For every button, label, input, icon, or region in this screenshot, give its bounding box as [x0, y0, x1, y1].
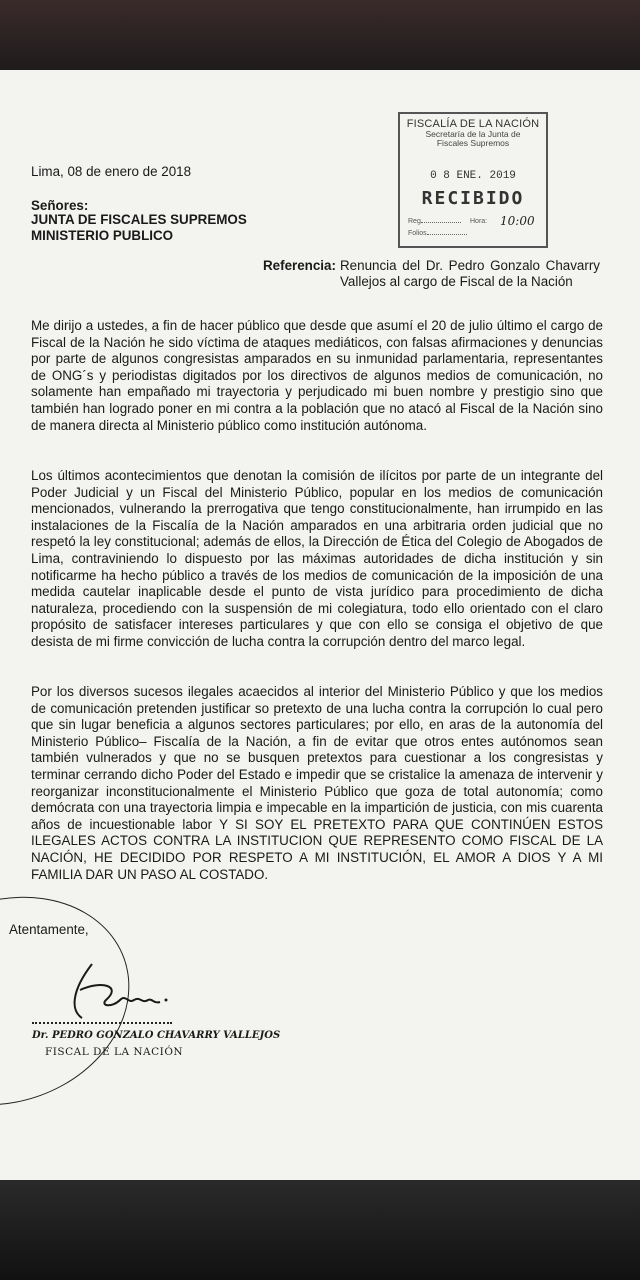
stamp-institution: FISCALÍA DE LA NACIÓN — [406, 118, 540, 130]
paragraph-2: Los últimos acontecimientos que denotan la comisión de ilícitos por parte de un integrante del Poder Judicial y un Fiscal del Ministerio Público, popular en los medios de comunicación mencionados, vulnerando la prerrogativa que tengo constitucionalmente, han irrumpido en las instalaciones de la Fiscalía de la Nación amparados en una arbitraria orden judicial que no respetó la ley constitucional; además de ellos, la Dirección de Ética del Colegio de Abogados de Lima, contraviniendo lo dispuesto por las máximas autoridades de dicha institución y sin notificarme ha hecho público a través de los medios de comunicación de la imposición de una medida cautelar inaplicable desde el punto de vista jurídico para procedimiento de dicha naturaleza, procediendo con la suspensión de mi colegiatura, todo ello orientado con el claro propósito de satisfacer intereses particulares y que con ello se consiga el objetivo de que desista de mi firme convicción de lucha contra la corrupción dentro del marco legal. — [31, 468, 603, 649]
stamp-date: 0 8 ENE. 2019 — [430, 170, 516, 182]
stamp-line-1: Secretaría de la Junta de — [425, 129, 521, 139]
stamp-folios-label: Folios — [408, 230, 427, 237]
closing: Atentamente, — [9, 922, 89, 937]
stamp-hora-handwritten: 10:00 — [500, 214, 535, 228]
reference-label: Referencia: — [263, 258, 336, 273]
signatory-title: FISCAL DE LA NACIÓN — [45, 1046, 184, 1058]
reference-text: Renuncia del Dr. Pedro Gonzalo Chavarry Vallejos al cargo de Fiscal de la Nación — [340, 258, 600, 290]
photo-background-top — [0, 0, 640, 70]
recipient-line-2: MINISTERIO PUBLICO — [31, 228, 174, 243]
letter-date: Lima, 08 de enero de 2018 — [31, 164, 192, 179]
paragraph-1: Me dirijo a ustedes, a fin de hacer público que desde que asumí el 20 de julio último el cargo de Fiscal de la Nación he sido víctima de ataques mediáticos, con falsas afirmaciones y denuncias por parte de algunos congresistas amparados en su inmunidad parlamentaria, representantes de ONG´s y periodistas digitados por los directivos de algunos medios de comunicación, no solamente han empañado mi trayectoria y perjudicado mi buen nombre y prestigio sino que también han logrado poner en mi contra a la población que no atacó al Fiscal de la Nación sino de manera directa al Ministerio público como institución autónoma. — [31, 318, 603, 433]
stamp-folios-dots — [427, 234, 467, 235]
stamp-reg-dots — [421, 222, 461, 223]
signatory-name: Dr. PEDRO GONZALO CHAVARRY VALLEJOS — [32, 1030, 281, 1041]
stamp-reg-label: Reg — [408, 218, 421, 225]
stamp-hora-label: Hora: — [470, 218, 488, 225]
stamp-reg-field — [408, 218, 461, 225]
paragraph-3: Por los diversos sucesos ilegales acaecidos al interior del Ministerio Público y que los medios de comunicación pretenden justificar so pretexto de una lucha contra la corrupción lo cual pero que sin lugar beneficia a algunos sectores particulares; por ello, en aras de la autonomía del Ministerio Público– Fiscalía de la Nación, a fin de evitar que otros entes autónomos sean también vulnerados y que no se busquen pretextos para cuestionar a los congresistas y terminar cerrando dicho Poder del Estado e impedir que se cristalice la amenaza de intervenir y reorganizar inconstitucionalmente el Ministerio Público que goza de total autonomía; como demócrata con una trayectoria limpia e impecable en la impartición de justicia, con mis cuarenta años de incuestionable labor Y SI SOY EL PRETEXTO PARA QUE CONTINÚEN ESTOS ILEGALES ACTOS CONTRA LA INSTITUCION QUE REPRESENTO COMO FISCAL DE LA NACIÓN, HE DECIDIDO POR RESPETO A MI INSTITUCIÓN, EL AMOR A DIOS Y A MI FAMILIA DAR UN PASO AL COSTADO. — [31, 684, 603, 882]
received-stamp — [398, 112, 548, 248]
stamp-hora-field — [470, 218, 487, 225]
photo-background-bottom — [0, 1180, 640, 1280]
stamp-line-2: Fiscales Supremos — [436, 138, 510, 148]
signature-dotted-line — [32, 1022, 172, 1024]
handwritten-signature — [62, 960, 172, 1022]
recipient-greeting: Señores: — [31, 198, 89, 213]
recipient-line-1: JUNTA DE FISCALES SUPREMOS — [31, 212, 247, 227]
stamp-folios-field — [408, 230, 467, 237]
letter-page — [0, 70, 640, 1185]
stamp-received-label: RECIBIDO — [421, 188, 525, 209]
